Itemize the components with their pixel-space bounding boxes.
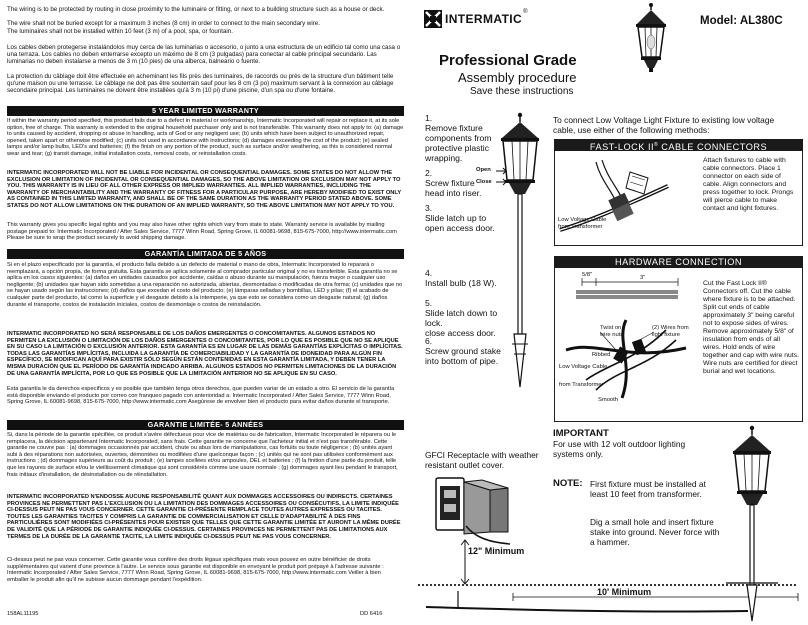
installed-fixture-illustration (722, 425, 782, 625)
brand-name: INTERMATIC (445, 12, 523, 26)
intermatic-logo (424, 9, 594, 29)
save-instructions: Save these instructions (470, 86, 574, 97)
wiring-note-2: The wire shall not be buried except for a maximum 3 inches (8 cm) in order to connect to the main secondary wire. (7, 20, 320, 27)
hw-dimension-3: 3" (640, 275, 646, 281)
step-6: 6. Screw ground stake into bottom of pipe. (425, 336, 501, 366)
step-3: 3. Slide latch up to open access door. (425, 203, 495, 233)
lantern-head-illustration (631, 2, 671, 72)
fastlock-title-reg: ® (654, 142, 659, 148)
wiring-note-1: The wiring is to be protected by routing in close proximity to the luminaire or fitting, or next to a building structure such as a house or deck. (7, 6, 385, 13)
close-label: Close (476, 179, 492, 185)
connect-intro: To connect Low Voltage Light Fixture to existing low voltage cable, use either of the following methods: (553, 115, 775, 135)
model-number: Model: AL380C (700, 15, 783, 27)
wiring-note-es: Los cables deben protegerse instalándolos muy cerca de las luminarias o accesorio, o junto a una estructura de un edificio tal como una casa o una terraza. Los cables no deben enterrarse excepto un máximo de 8 cm (3 pulgadas) para conectar al cable principal secundario. Las luminarias no deben instalarse a menos de 3 m (10 pies) de una alberca, balneario o fuente. (7, 44, 401, 66)
hw-from-transformer-label: from Transformer (559, 382, 604, 388)
page-title: Professional Grade (439, 52, 577, 69)
warranty-en-title: 5 YEAR LIMITED WARRANTY (7, 106, 404, 116)
open-label: Open (476, 167, 491, 173)
warranty-en-text-3: This warranty gives you specific legal rights and you may also have other rights which vary from state to state. Warranty service is available by mailing postage prepaid to: Intermatic Incorporated / After Sales Service, 7777 Winn Road, Spring Grove, IL 60081-9698, 815-675-7000, http://www.intermatic.com Please be sure to wrap the product securely to avoid shipping damage. (7, 222, 397, 242)
warranty-fr-text-2: INTERMATIC INCORPORATED N'ENDOSSE AUCUNE RESPONSABILITÉ QUANT AUX DOMMAGES ACCESSOIRES OU INDIRECTS. CERTAINES PROVINCES NE PERMETTENT PAS L'EXCLUSION OU LA LIMITATION DES DOMMAGES ACCESSOIRES OU CONSÉCUTIFS, LA LIMITE INDIQUÉE CI-DESSUS PEUT NE PAS VOUS CONCERNER. CETTE GARANTIE CI-PRÉSENTE REMPLACE TOUTES AUTRES EXPRESSES OU TACITES. TOUTES LES GARANTIES TACITES Y COMPRIS LA GARANTIE DE COMMERCIALISATION ET CELLE D'ADAPTABILITÉ À DES FINS PARTICULIÈRES SONT MODIFIÉES CI-PRÉSENTES POUR EXISTER QUE TELLES QUE CETTE GARANTIE LIMITÉE ET AURONT LA MÊME DURÉE DE VALIDITÉ QUE LA PÉRIODE DE GARANTIE INDIQUÉE CI-DESSUS. CERTAINES PROVINCES NE PERMETTENT PAS DE LIMITATIONS AUX TERMES DE LA DURÉE DE LA GARANTIE TACITE, LA LIMITE INDIQUÉE CI-DESSUS PEUT NE PAS VOUS CONCERNER. (7, 494, 401, 540)
hardware-connection-illustration (556, 270, 696, 420)
note-text: First fixture must be installed at least 10 feet from transformer. (590, 479, 706, 499)
document-code: 158AL11195 (7, 611, 39, 617)
fastlock-title-suffix: CABLE CONNECTORS (658, 142, 768, 153)
fastlock-instructions: Attach fixtures to cable with cable connectors. Place 1 connector on each side of cable. Align connectors and press together to lock. Prongs will pierce cable to make contact and light fixtures. (703, 157, 794, 212)
gfci-label: GFCI Receptacle with weather resistant outlet cover. (425, 450, 539, 470)
hw-dimension-58: 5/8" (582, 272, 593, 278)
hw-ribbed-label: Ribbed (592, 352, 611, 358)
warranty-fr-text-3: Ci-dessus peut ne pas vous concerner. Cette garantie vous confère des droits légaux spécifiques mais vous pouvez en outre bénéficier de droits supplémentaires qui varient d'une province à l'autre. Le service sous garantie est disponible en envoyant le produit port prépayé à l'adresse suivante : Intermatic Incorporated / After Sales Service, 7777 Winn Road, Spring Grove, IL 60081-9698, 815-675-7000, http://www.intermatic.com Veiller à bien emballer le produit afin qu'il ne subisse aucun dommage pendant l'expédition. (7, 557, 384, 583)
min-12-label: 12" Minimum (468, 546, 525, 556)
wiring-note-3: The luminaires shall not be installed within 10 feet (3 m) of a pool, spa, or fountain. (7, 28, 233, 35)
warranty-en-text-1: If within the warranty period specified, this product fails due to a defect in material or workmanship, Intermatic Incorporated will repair or replace it, at its sole option, free of charge. This warranty is extended to the original household purchaser only and is not transferable. This warranty does not apply to: (a) damage to units caused by accident, dropping or abuse in handling, acts of God or any negligent use; (b) units which have been subject to unauthorized repair, opened, taken apart or otherwise modified; (c) units not used in accordance with instructions; (d) damages exceeding the cost of the product; (e) sealed lamps and/or lamp bulbs, LED's and batteries; (f) the finish on any portion of the product, such as surface and/or weathering, as this is considered normal wear and tear; (g) transit damage, initial installation costs, removal costs, or reinstallation costs. (7, 118, 404, 157)
step-5: 5. Slide latch down to lock. close access door. (425, 298, 498, 338)
hw-smooth-label: Smooth (598, 397, 618, 403)
min-10-label: 10' Minimum (597, 587, 652, 597)
hw-twist-label: Twist on wire nuts (600, 325, 624, 338)
intermatic-logo-mark (424, 10, 442, 28)
step-2: 2. Screw fixture head into riser. (425, 168, 482, 198)
warranty-fr-title: GARANTIE LIMITÉE- 5 ANNÉES (7, 420, 404, 430)
warranty-fr-text-1: Si, dans la période de la garantie spécifiée, ce produit s'avère défectueux pour vice de matériau ou de fabrication, Intermatic Incorporated le réparera ou le remplacera, la décision appartenant Intermatic Incorporated, sans frais. Cette garantie ne concerne que l'acheteur initial et n'est pas transférable. Cette garantie ne couvre pas : (a) dommages occasionnés par accident, chute ou abus lors de manipulations, cas fortuits ou toute négligence ; (b) unités ayant subi à des réparations non autorisées, ouvertes, démontées ou modifiées d'une quelconque façon ; (c) unités qui ne sont pas utilisées conformément aux instructions ; (d) dommages supérieurs au coût du produit ; (e) lampes scellées et/ou ampoules, DEL et batteries ; (f) la finition d'une partie du produit, telle que les rayures de surface et/ou le vieillissement climatique qui sont considérés comme une usure normale ; (g) dommages ayant lieu pendant le transport, frais initiaux d'installation, de désinstallation ou de réinstallation. (7, 432, 398, 478)
fixture-assembly-illustration (490, 112, 550, 412)
step-1: 1. Remove fixture components from protective plastic wrapping. (425, 113, 492, 163)
hw-lv-cable-label: Low Voltage Cable (559, 364, 608, 370)
fastlock-title (554, 139, 803, 151)
important-text: For use with 12 volt outdoor lighting systems only. (553, 439, 686, 459)
page-subtitle: Assembly procedure (458, 70, 577, 85)
document-code-dd: DD 6416 (360, 611, 383, 617)
warranty-en-text-2: INTERMATIC INCORPORATED WILL NOT BE LIABLE FOR INCIDENTAL OR CONSEQUENTIAL DAMAGES. SOME STATES DO NOT ALLOW THE EXCLUSION OR LIMITATION OF INCIDENTAL OR CONSEQUENTIAL DAMAGES, SO THE ABOVE LIMITATION OR EXCLUSION MAY NOT APPLY TO YOU. THIS WARRANTY IS IN LIEU OF ALL OTHER EXPRESS OR IMPLIED WARRANTIES. ALL IMPLIED WARRANTIES, INCLUDING THE WARRANTY OF MERCHANTABILITY AND THE WARRANTY OF FITNESS FOR A PARTICULAR PURPOSE, ARE HEREBY MODIFIED TO EXIST ONLY AS CONTAINED IN THIS LIMITED WARRANTY, AND SHALL BE OF THE SAME DURATION AS THE WARRANTY PERIOD STATED ABOVE. SOME STATES DO NOT ALLOW LIMITATIONS ON THE DURATION OF AN IMPLIED WARRANTY, SO THE ABOVE LIMITATION MAY NOT APPLY TO YOU. (7, 170, 402, 209)
warranty-es-title: GARANTÍA LIMITADA DE 5 AÑOS (7, 249, 404, 259)
fastlock-title-text: FAST-LOCK II (589, 142, 655, 153)
fastlock-connector-illustration (556, 152, 676, 244)
note-label: NOTE: (553, 478, 583, 489)
important-title: IMPORTANT (553, 428, 609, 439)
wiring-note-fr: La protection du câblage doit être effectuée en acheminant les fils près des luminaires, de raccords ou près de la structure d'un bâtiment telle qu'une maison ou une terrasse. Le câblage ne doit pas être souterrain sauf pour les 8 cm (3 po) maximum servant à la connexion au câblage secondaire principal. Les luminaires ne doivent être installées qu'à 3 m (10 pi) d'une piscine, d'un spa ou d'une fontaine. (7, 73, 394, 95)
dig-instructions: Dig a small hole and insert fixture stake into ground. Never force with a hammer. (590, 517, 720, 547)
warranty-es-text-1: Si en el plazo especificado por la garantía, el producto falla debido a un defecto de material o mano de obra, Intermatic Incorporated lo reparará o reemplazará, a opción propia, de forma gratuita. Esta garantía se aplica solamente al comprador particular original y no es transferible. Esta garantía no se aplica en los casos siguientes: (a) daños en unidades causados por accidente, caídas o abuso durante su manipulación, fuerza mayor o cualquier uso negligente; (b) unidades que hayan sido sometidas a una reparación no autorizada, abiertas, desmontadas o modificadas de otra forma; (c) unidades que no se hayan usado según las instrucciones; (d) daños que excedan el costo del producto; (e) lámparas selladas y bombillas, LED y pilas; (f) el acabado de cualquier parte del producto, tal como la superficie y el desgaste debido a la intemperie, ya que esto se considera como un desgaste natural; (g) daños durante el transporte, costos de instalación iniciales, costos de desmontaje o costos de reinstalación. (7, 262, 403, 308)
warranty-es-text-3: Esta garantía le da derechos específicos y es posible que también tenga otros derechos, que pueden variar de un estado a otro. El servicio de la garantía está disponible enviando el producto por correo con franqueo pagado con anterioridad a: Intermatic Incorporated / After Sales Service, 7777 Winn Road, Spring Grove, IL 60081-9698, 815-675-7000, http://www.intermatic.com Asegúrese de envolver bien el producto para evitar daños durante el transporte. (7, 386, 395, 406)
hardware-title: HARDWARE CONNECTION (554, 256, 803, 268)
latch-arrows-icon (494, 165, 510, 187)
hw-two-wires-label: (2) Wires from light fixture (652, 325, 689, 338)
step-4: 4. Install bulb (18 W). (425, 268, 497, 288)
warranty-es-text-2: INTERMATIC INCORPORATED NO SERÁ RESPONSABLE DE LOS DAÑOS EMERGENTES O CONCOMITANTES. ALGUNOS ESTADOS NO PERMITEN LA EXCLUSIÓN O LIMITACIÓN DE LOS DAÑOS EMERGENTES O CONCOMITANTES, POR LO QUE ES POSIBLE QUE NO SE APLIQUE EN SU CASO LA LIMITACIÓN O EXCLUSIÓN ANTERIOR. ESTA GARANTÍA ES EN LUGAR DE LAS DEMÁS GARANTÍAS EXPLÍCITAS O IMPLÍCITAS. TODAS LAS GARANTÍAS IMPLÍCITAS, INCLUIDA LA GARANTÍA DE COMERCIABILIDAD Y LA GARANTÍA DE IDONEIDAD PARA ALGÚN FIN ESPECÍFICO, SE MODIFICAN AQUÍ PARA EXISTIR SÓLO SEGÚN ESTÁN CONTENIDAS EN ESTA GARANTÍA LIMITADA, Y DEBEN TENER LA MISMA DURACIÓN QUE EL PERÍODO DE GARANTÍA INDICADO ARRIBA. ALGUNOS ESTADOS NO PERMITEN LIMITACIONES DE LA DURACIÓN DE UNA GARANTÍA IMPLÍCITA, POR LO QUE ES POSIBLE QUE LA LIMITACIÓN ANTERIOR NO SE APLIQUE EN SU CASO. (7, 331, 403, 377)
fastlock-cable-label: Low Voltage Cable from Transformer (558, 217, 607, 230)
hardware-instructions: Cut the Fast Lock II® Connectors off. Cut the cable where fixture is to be attached. Split cut ends of cable approximately 3" being careful not to expose sides of wires. Remove approximately 5/8" of insulation from ends of all wires. Hold ends of wire together and cap with wire nuts. Wire nuts are certified for direct burial and wet locations. (703, 280, 799, 375)
registered-mark: ® (523, 9, 528, 15)
